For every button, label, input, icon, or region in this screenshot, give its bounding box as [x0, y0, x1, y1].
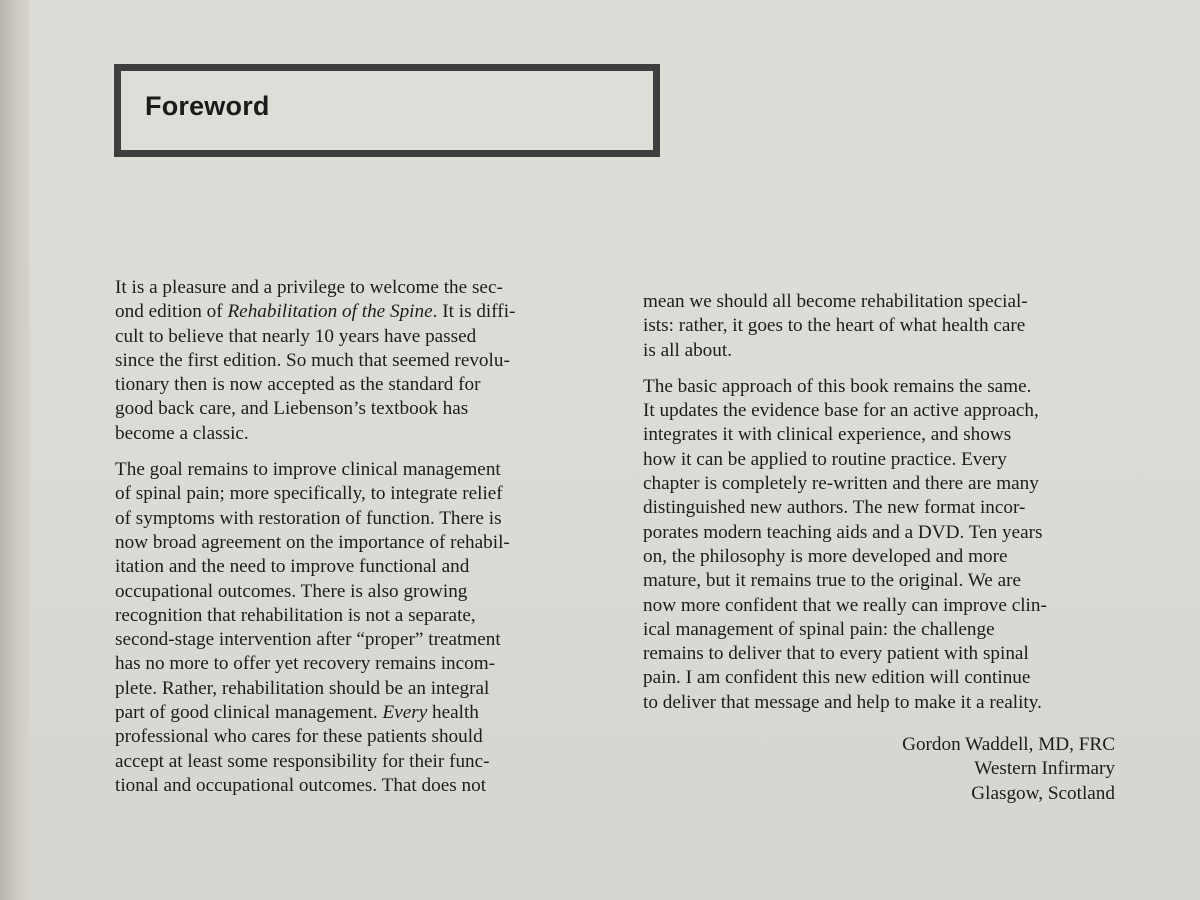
text-line	[115, 652, 615, 676]
text-run: recognition that rehabilitation is not a separate,	[115, 604, 476, 626]
text-run: tionary then is now accepted as the standard for	[115, 374, 481, 396]
text-line	[115, 349, 615, 373]
text-run: is all about.	[643, 339, 732, 361]
paragraph	[643, 290, 1123, 363]
text-line	[115, 750, 615, 774]
text-run: remains to deliver that to every patient with spinal	[643, 643, 1029, 665]
text-line	[115, 397, 615, 421]
text-run: pain. I am confident this new edition will continue	[643, 667, 1031, 689]
text-line	[115, 458, 615, 482]
text-run: porates modern teaching aids and a DVD. Ten years	[643, 521, 1043, 543]
text-line	[115, 276, 615, 300]
text-line	[115, 300, 615, 324]
text-run: ists: rather, it goes to the heart of what health care	[643, 315, 1026, 337]
italic-text: Every	[382, 702, 428, 724]
text-line	[115, 325, 615, 349]
text-line	[643, 375, 1123, 399]
text-line	[115, 580, 615, 604]
heading-box	[114, 64, 660, 157]
text-run: now broad agreement on the importance of rehabil-	[115, 531, 510, 553]
text-run: mature, but it remains true to the original. We are	[643, 570, 1021, 592]
text-run: professional who cares for these patients should	[115, 726, 483, 748]
signature-name: Gordon Waddell, MD, FRC	[902, 734, 1115, 755]
right-column	[643, 290, 1123, 727]
text-line	[643, 691, 1123, 715]
italic-text: Rehabilitation of the Spine	[227, 301, 433, 323]
text-line	[643, 290, 1123, 314]
text-line	[115, 628, 615, 652]
text-run: to deliver that message and help to make it a reality.	[643, 691, 1042, 713]
text-line	[643, 472, 1123, 496]
text-run: The goal remains to improve clinical management	[115, 459, 501, 481]
paragraph	[115, 276, 615, 446]
text-line	[115, 701, 615, 725]
book-gutter-shadow	[0, 0, 30, 900]
text-line	[115, 725, 615, 749]
text-run: become a classic.	[115, 422, 249, 444]
text-run: cult to believe that nearly 10 years have passed	[115, 325, 477, 347]
text-line	[643, 545, 1123, 569]
text-run: distinguished new authors. The new format incor-	[643, 497, 1026, 519]
text-run: itation and the need to improve functional and	[115, 556, 470, 578]
text-run: now more confident that we really can improve clin-	[643, 594, 1047, 616]
text-line	[115, 482, 615, 506]
text-run: plete. Rather, rehabilitation should be an integral	[115, 677, 490, 699]
text-run: integrates it with clinical experience, and shows	[643, 424, 1012, 446]
paragraph	[643, 375, 1123, 715]
text-run: part of good clinical management.	[115, 702, 383, 724]
text-line	[643, 448, 1123, 472]
text-line	[643, 666, 1123, 690]
text-run: good back care, and Liebenson’s textbook has	[115, 398, 469, 420]
text-run: second-stage intervention after “proper” treatment	[115, 629, 501, 651]
text-run: tional and occupational outcomes. That does not	[115, 774, 487, 796]
text-run: It updates the evidence base for an active approach,	[643, 400, 1039, 422]
text-line	[643, 569, 1123, 593]
text-line	[643, 521, 1123, 545]
text-run: ical management of spinal pain: the challenge	[643, 618, 995, 640]
signature-block	[902, 733, 1115, 806]
text-line	[115, 774, 615, 798]
text-run: It is a pleasure and a privilege to welcome the sec-	[115, 277, 503, 298]
text-line	[643, 399, 1123, 423]
text-line	[115, 531, 615, 555]
text-line	[643, 314, 1123, 338]
text-run: The basic approach of this book remains the same.	[643, 375, 1032, 397]
text-run: has no more to offer yet recovery remains incom-	[115, 653, 496, 675]
text-run: accept at least some responsibility for their func-	[115, 750, 490, 772]
text-line	[643, 339, 1123, 363]
text-line	[643, 496, 1123, 520]
left-column	[115, 276, 615, 810]
text-line	[643, 423, 1123, 447]
text-run: chapter is completely re-written and there are many	[643, 473, 1039, 495]
signature-location: Glasgow, Scotland	[971, 782, 1115, 804]
signature-institution: Western Infirmary	[974, 758, 1115, 780]
text-run: since the first edition. So much that seemed revolu-	[115, 349, 510, 371]
text-run: how it can be applied to routine practice. Every	[643, 448, 1007, 470]
page-title: Foreword	[145, 91, 270, 121]
text-line	[115, 422, 615, 446]
text-line	[115, 604, 615, 628]
text-line	[643, 594, 1123, 618]
text-run: . It is diffi-	[432, 301, 516, 323]
text-run: occupational outcomes. There is also growing	[115, 580, 468, 602]
text-line	[115, 507, 615, 531]
text-run: ond edition of	[115, 301, 228, 323]
text-run: of symptoms with restoration of function. There is	[115, 507, 502, 529]
text-run: mean we should all become rehabilitation special-	[643, 291, 1028, 312]
text-line	[115, 677, 615, 701]
text-run: health	[427, 702, 479, 724]
text-line	[115, 555, 615, 579]
text-line	[115, 373, 615, 397]
text-line	[643, 618, 1123, 642]
text-run: on, the philosophy is more developed and more	[643, 545, 1008, 567]
text-line	[643, 642, 1123, 666]
paragraph	[115, 458, 615, 798]
text-run: of spinal pain; more specifically, to integrate relief	[115, 483, 503, 505]
